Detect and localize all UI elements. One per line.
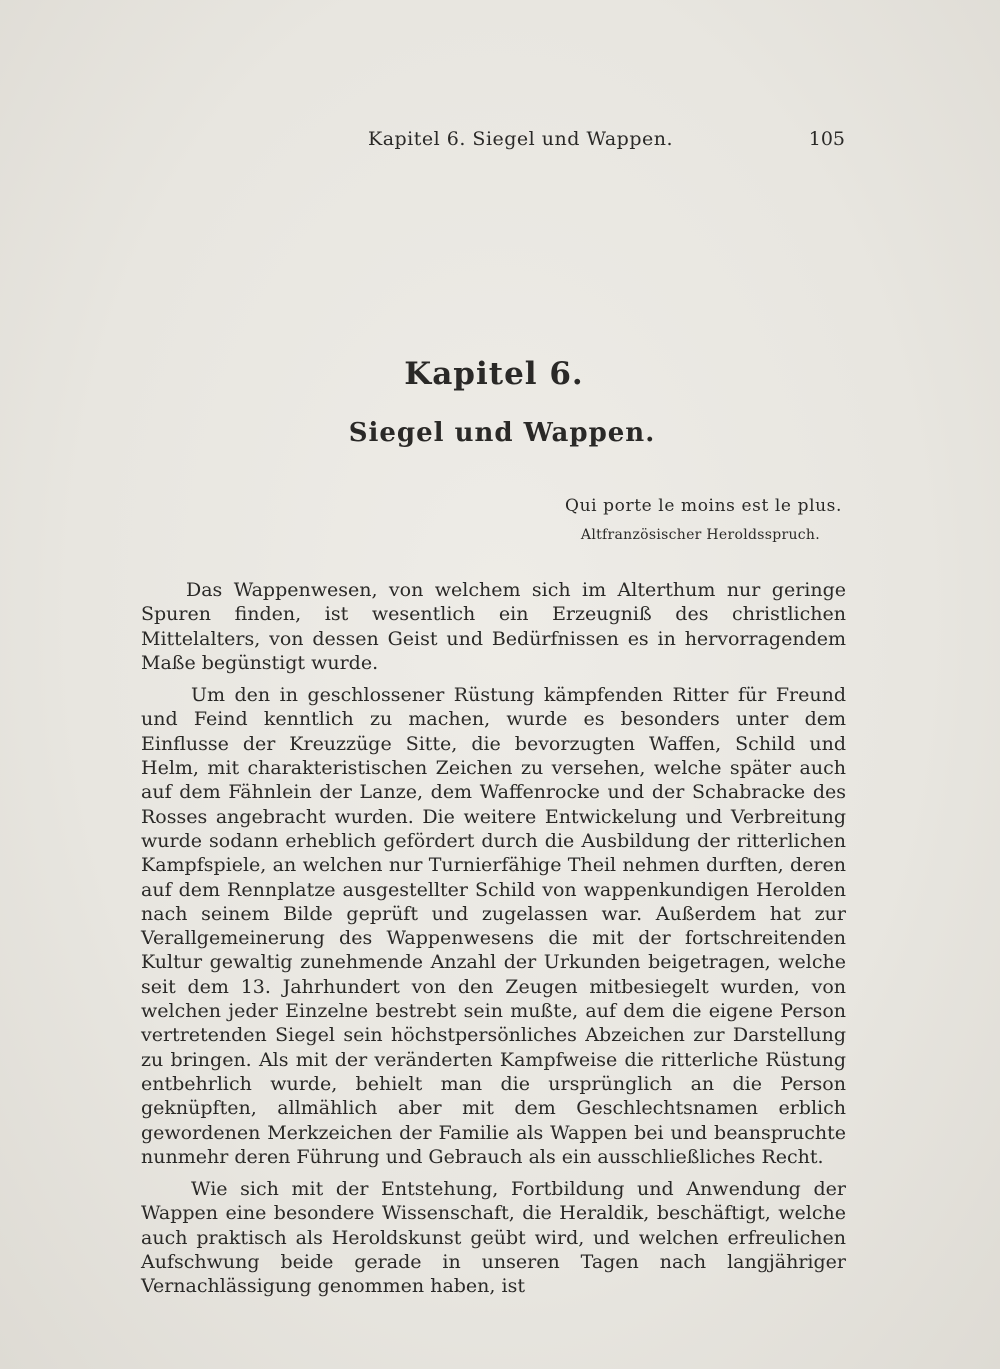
- chapter-label: Kapitel 6.: [404, 356, 584, 392]
- running-title: Kapitel 6. Siegel und Wappen.: [368, 128, 674, 150]
- page-number: 105: [808, 128, 845, 150]
- paragraph-3: Wie sich mit der Entstehung, Fortbildung und Anwendung der Wappen eine besondere Wissenschaft, die Heraldik, beschäftigt, welche auch praktisch als Heroldskunst geübt wird, und welchen erfreulichen Aufschwung beide gerade in unseren Tagen nach langjähriger Vernachlässigung genommen haben, ist: [141, 1178, 846, 1298]
- body-text: [141, 578, 846, 1307]
- running-head: [140, 128, 845, 158]
- paragraph-1: Das Wappenwesen, von welchem sich im Alterthum nur geringe Spuren finden, ist wesentlich ein Erzeugniß des christlichen Mittelalters, von dessen Geist und Bedürfnissen es in hervorragendem Maße begünstigt wurde.: [141, 579, 846, 674]
- chapter-title: Siegel und Wappen.: [348, 418, 656, 448]
- motto-text: Qui porte le moins est le plus.: [565, 496, 842, 516]
- paragraph-2: Um den in geschlossener Rüstung kämpfenden Ritter für Freund und Feind kenntlich zu machen, wurde es besonders unter dem Einflusse der Kreuzzüge Sitte, die bevorzugten Waffen, Schild und Helm, mit charakteristischen Zeichen zu versehen, welche später auch auf dem Fähnlein der Lanze, dem Waffenrocke und der Schabracke des Rosses angebracht wurden. Die weitere Entwickelung und Verbreitung wurde sodann erheblich gefördert durch die Ausbildung der ritterlichen Kampfspiele, an welchen nur Turnierfähige Theil nehmen durften, deren auf dem Rennplatze ausgestellter Schild von wappenkundigen Herolden nach seinem Bilde geprüft und zugelassen war. Außerdem hat zur Verallgemeinerung des Wappenwesens die mit der fortschreitenden Kultur gewaltig zunehmende Anzahl der Urkunden beigetragen, welche seit dem 13. Jahrhundert von den Zeugen mitbesiegelt wurden, von welchen jeder Einzelne bestrebt sein mußte, auf dem die eigene Person vertretenden Siegel sein höchstpersönliches Abzeichen zur Darstellung zu bringen. Als mit der veränderten Kampfweise die ritterliche Rüstung entbehrlich wurde, behielt man die ursprünglich an die Person geknüpften, allmählich aber mit dem Geschlechtsnamen erblich gewordenen Merkzeichen der Familie als Wappen bei und beanspruchte nunmehr deren Führung und Gebrauch als ein ausschließliches Recht.: [141, 684, 846, 1168]
- motto-source: Altfranzösischer Heroldsspruch.: [580, 527, 820, 543]
